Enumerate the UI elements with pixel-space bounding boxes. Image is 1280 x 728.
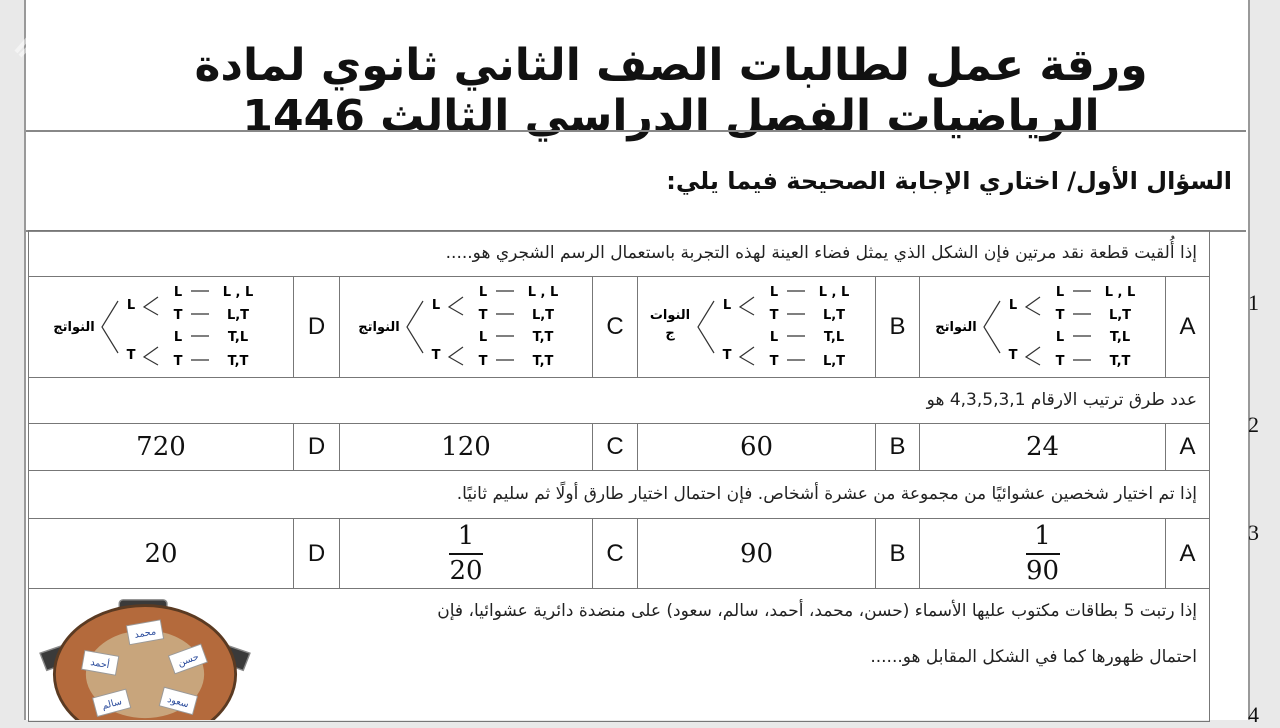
question-row: [29, 378, 1209, 424]
tree-branch-label: T: [126, 348, 136, 363]
tree-branch-label: T: [173, 308, 183, 323]
tree-branch-label: L: [769, 330, 778, 345]
tree-branch-label: T: [722, 348, 731, 363]
option-value[interactable]: 90: [637, 519, 875, 588]
tree-branch-label: L: [1008, 298, 1017, 313]
option-letter[interactable]: A: [1165, 424, 1209, 470]
option-letter[interactable]: C: [592, 519, 637, 588]
option-value[interactable]: 20: [144, 538, 178, 569]
tree-branch-label: L: [478, 285, 488, 300]
round-table-illustration: [30, 596, 260, 720]
option-fraction[interactable]: [919, 519, 1165, 588]
question-text: إذا تم اختيار شخصين عشوائيًا من مجموعة من عشرة أشخاص. فإن احتمال اختيار طارق أولًا ثم سليم ثانيًا.: [456, 484, 1197, 504]
option-letter[interactable]: B: [875, 277, 919, 377]
tree-branch-label: L: [722, 298, 731, 313]
tree-branch-label: T: [478, 308, 488, 323]
question-text: عدد طرق ترتيب الارقام 4,3,5,3,1 هو: [926, 390, 1197, 410]
tree-root-label: النواتج: [53, 320, 95, 335]
option-value[interactable]: 24: [919, 424, 1165, 470]
question-text-line2: احتمال ظهورها كما في الشكل المقابل هو......: [870, 647, 1197, 667]
tree-outcome-label: T,L: [823, 330, 844, 345]
option-letter[interactable]: D: [293, 424, 339, 470]
name-card-label: حسن: [176, 651, 201, 670]
question-number: 1: [1248, 290, 1259, 315]
name-card-label: أحمد: [89, 656, 111, 672]
tree-branch-label: L: [478, 330, 488, 345]
question-text: إذا أُلقيت قطعة نقد مرتين فإن الشكل الذي يمثل فضاء العينة لهذه التجربة باستعمال الرسم الشجري هو.....: [445, 243, 1197, 263]
tree-root-label: النوات: [649, 308, 690, 323]
tree-branch-label: T: [1008, 348, 1017, 363]
name-card-label: محمد: [133, 626, 157, 641]
section-heading: السؤال الأول/ اختاري الإجابة الصحيحة فيما يلي:: [666, 167, 1232, 195]
tree-outcome-label: L,T: [822, 354, 845, 369]
watermark-logo-icon: [6, 22, 54, 70]
question-number: 2: [1248, 412, 1259, 437]
tree-outcome-label: L , L: [222, 285, 254, 300]
option-letter[interactable]: D: [293, 277, 339, 377]
name-card-label: سالم: [100, 696, 124, 713]
tree-outcome-label: T,T: [532, 330, 554, 345]
tree-outcome-label: T,L: [227, 330, 249, 345]
tree-root-label: ج: [664, 326, 675, 341]
option-tree-diagram[interactable]: [29, 277, 293, 377]
tree-root-label: النواتج: [358, 320, 400, 335]
option-value[interactable]: 60: [637, 424, 875, 470]
option-value[interactable]: 720: [136, 432, 186, 462]
tree-outcome-label: T,T: [227, 354, 249, 369]
question-text-line1: إذا رتبت 5 بطاقات مكتوب عليها الأسماء (حسن، محمد، أحمد، سالم، سعود) على منضدة دائرية عشوائيا، فإن: [437, 601, 1197, 621]
option-letter[interactable]: D: [293, 519, 339, 588]
name-card-label: سعود: [166, 694, 190, 711]
question-number: 4: [1248, 702, 1259, 727]
tree-outcome-label: L,T: [226, 308, 250, 323]
tree-branch-label: L: [769, 285, 778, 300]
option-letter[interactable]: A: [1165, 277, 1209, 377]
tree-branch-label: T: [431, 348, 441, 363]
fraction-denominator: 20: [449, 555, 483, 586]
tree-branch-label: T: [478, 354, 488, 369]
tree-branch-label: T: [173, 354, 183, 369]
option-value[interactable]: 120: [339, 424, 592, 470]
tree-branch-label: L: [173, 285, 183, 300]
fraction-numerator: 1: [457, 520, 475, 551]
tree-outcome-label: L , L: [818, 285, 849, 300]
tree-branch-label: T: [769, 308, 778, 323]
option-letter[interactable]: C: [592, 424, 637, 470]
option-letter[interactable]: B: [875, 519, 919, 588]
tree-branch-label: T: [1055, 354, 1064, 369]
fraction-numerator: 1: [1034, 520, 1051, 551]
worksheet-title: ورقة عمل لطالبات الصف الثاني ثانوي لمادة الرياضيات الفصل الدراسي الثالث 1446: [194, 40, 1148, 142]
tree-outcome-label: L , L: [1104, 285, 1135, 300]
option-fraction[interactable]: [339, 519, 592, 588]
tree-branch-label: T: [769, 354, 778, 369]
tree-outcome-label: T,T: [1109, 354, 1130, 369]
tree-root-label: النواتج: [934, 320, 977, 335]
tree-outcome-label: L,T: [1108, 308, 1131, 323]
question-number: 3: [1248, 520, 1259, 545]
tree-branch-label: T: [1055, 308, 1064, 323]
options-row: [29, 519, 1209, 589]
question-row: [29, 231, 1209, 277]
options-row: [29, 277, 1209, 378]
option-letter[interactable]: A: [1165, 519, 1209, 588]
tree-branch-label: L: [1055, 330, 1064, 345]
tree-outcome-label: T,L: [1109, 330, 1130, 345]
option-tree-diagram[interactable]: [637, 277, 875, 377]
fraction-denominator: 90: [1025, 555, 1060, 586]
tree-branch-label: L: [173, 330, 183, 345]
option-tree-diagram[interactable]: [339, 277, 592, 377]
tree-outcome-label: L,T: [822, 308, 845, 323]
question-row: [29, 471, 1209, 519]
tree-outcome-label: L,T: [531, 308, 555, 323]
option-tree-diagram[interactable]: [919, 277, 1165, 377]
tree-branch-label: L: [126, 298, 136, 313]
option-letter[interactable]: B: [875, 424, 919, 470]
tree-branch-label: L: [1055, 285, 1064, 300]
tree-branch-label: L: [431, 298, 441, 313]
option-letter[interactable]: C: [592, 277, 637, 377]
options-row: [29, 424, 1209, 471]
tree-outcome-label: L , L: [527, 285, 559, 300]
tree-outcome-label: T,T: [532, 354, 554, 369]
